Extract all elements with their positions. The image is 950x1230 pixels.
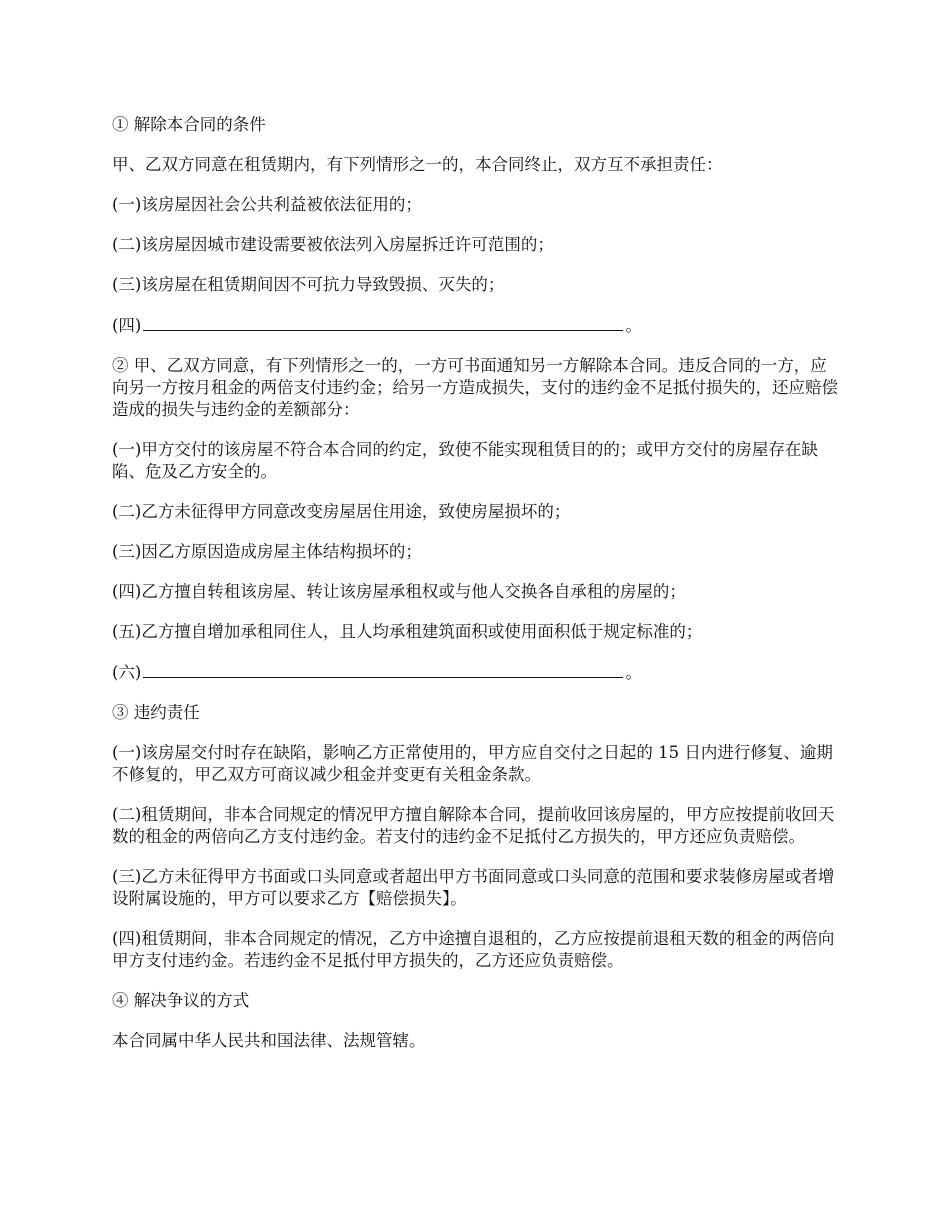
fill-in-blank-line[interactable]: [143, 661, 623, 678]
section3-heading: ③ 违约责任: [112, 703, 200, 722]
blank-item-prefix: (四): [112, 316, 142, 335]
section2-item: (五)乙方擅自增加承租同住人，且人均承租建筑面积或使用面积低于规定标准的；: [112, 622, 703, 641]
section2-item: (二)乙方未征得甲方同意改变房屋居住用途，致使房屋损坏的；: [112, 502, 571, 521]
section2-item: (四)乙方擅自转租该房屋、转让该房屋承租权或与他人交换各自承租的房屋的；: [112, 582, 686, 601]
section4-body: 本合同属中华人民共和国法律、法规管辖。: [112, 1031, 426, 1050]
section3-item: (二)租赁期间，非本合同规定的情况甲方擅自解除本合同，提前收回该房屋的，甲方应按提前收回天数的租金的两倍向乙方支付违约金。若支付的违约金不足抵付乙方损失的，甲方还应负责赔偿。: [112, 805, 835, 846]
section1-intro: 甲、乙双方同意在租赁期内，有下列情形之一的，本合同终止，双方互不承担责任：: [112, 155, 723, 174]
section2-item: (三)因乙方原因造成房屋主体结构损坏的；: [112, 542, 422, 561]
blank-item-suffix: 。: [625, 316, 642, 335]
section1-item: (二)该房屋因城市建设需要被依法列入房屋拆迁许可范围的；: [112, 235, 554, 254]
section3-item: (一)该房屋交付时存在缺陷，影响乙方正常使用的，甲方应自交付之日起的 15 日内进行修复、逾期不修复的，甲乙双方可商议减少租金并变更有关租金条款。: [112, 743, 833, 784]
section1-item: (三)该房屋在租赁期间因不可抗力导致毁损、灭失的；: [112, 275, 505, 294]
section3-item: (四)租赁期间，非本合同规定的情况，乙方中途擅自退租的，乙方应按提前退租天数的租金的两倍向甲方支付违约金。若违约金不足抵付甲方损失的，乙方还应负责赔偿。: [112, 929, 835, 970]
document-body: [112, 114, 842, 1070]
section3-item: (三)乙方未征得甲方书面或口头同意或者超出甲方书面同意或口头同意的范围和要求装修房屋或者增设附属设施的，甲方可以要求乙方【赔偿损失】。: [112, 867, 835, 908]
fill-in-blank-line[interactable]: [143, 314, 623, 331]
section2-item: (一)甲方交付的该房屋不符合本合同的约定，致使不能实现租赁目的的；或甲方交付的房屋存在缺陷、危及乙方安全的。: [112, 440, 818, 481]
section1-item: (一)该房屋因社会公共利益被依法征用的；: [112, 195, 422, 214]
section2-blank-item: [112, 661, 842, 684]
section1-blank-item: [112, 314, 842, 337]
section1-heading: ① 解除本合同的条件: [112, 115, 266, 134]
blank-item-prefix: (六): [112, 663, 142, 682]
section4-heading: ④ 解决争议的方式: [112, 991, 250, 1010]
blank-item-suffix: 。: [625, 663, 642, 682]
section2-heading: ② 甲、乙双方同意，有下列情形之一的，一方可书面通知另一方解除本合同。违反合同的一方，应向另一方按月租金的两倍支付违约金；给另一方造成损失，支付的违约金不足抵付损失的，还应赔偿造成的损失与违约金的差额部分：: [112, 356, 838, 419]
